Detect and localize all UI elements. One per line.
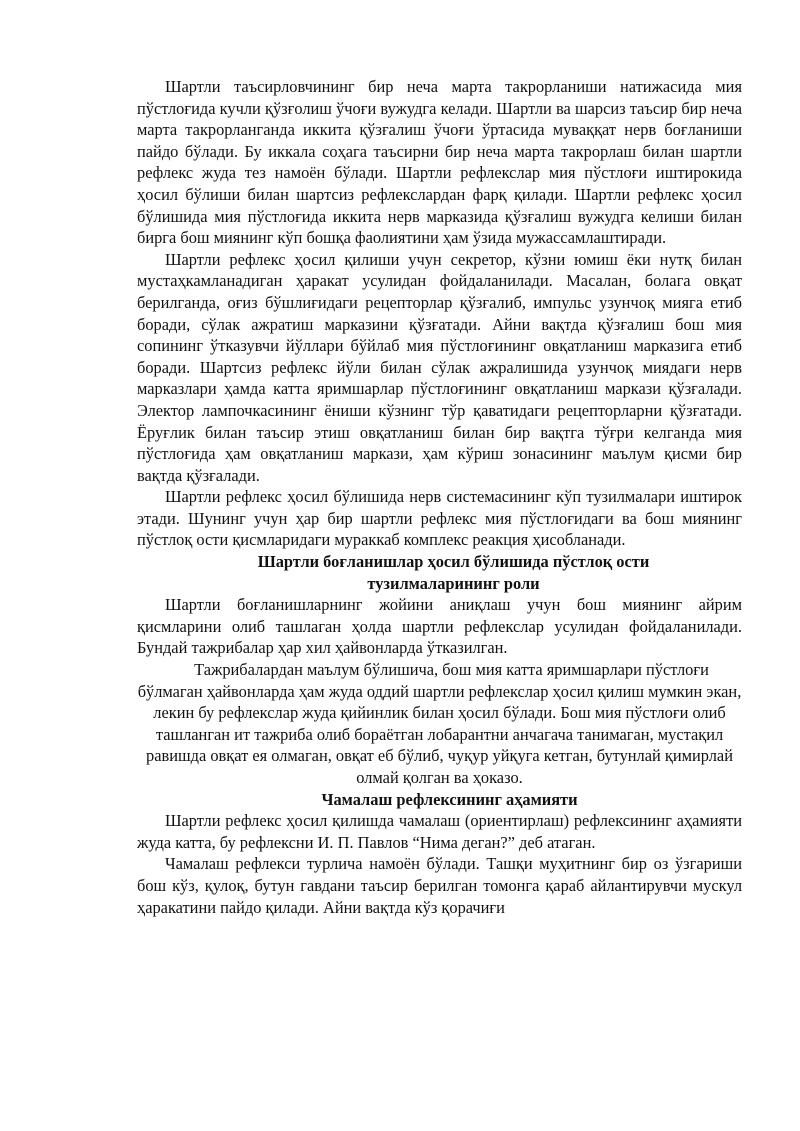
paragraph: Шартли боғланишларнинг жойини аниқлаш учун бош миянинг айрим қисмларини олиб ташлаган ҳолда шартли рефлекслар усулидан фойдаланилади. Бундай тажрибалар ҳар хил ҳайвонларда ўтказилган. <box>137 595 742 658</box>
section-heading-line: тузилмаларининг роли <box>367 573 540 593</box>
centered-paragraph: Тажрибалардан маълум бўлишича, бош мия катта яримшарлари пўстлоғи бўлмаган ҳайвонларда ҳам жуда оддий шартли рефлекслар ҳосил қилиш мумкин экан, лекин бу рефлекслар жуда қийинлик билан ҳосил бўлади. Бош мия пўстлоғи олиб ташланган ит тажриба олиб бораётган лобарантни анчагача танимаган, мустақил равишда овқат ея олмаган, овқат еб бўлиб, чуқур уйқуга кетган, бутунлай қимирлай олмай қолган ва ҳоказо. <box>137 660 742 787</box>
paragraph: Шартли рефлекс ҳосил бўлишида нерв системасининг кўп тузилмалари иштирок этади. Шунинг учун ҳар бир шартли рефлекс мия пўстлоғидаги ва бош миянинг пўстлоқ ости қисмларидаги мураккаб комплекс реакция ҳисобланади. <box>137 487 742 550</box>
paragraph: Шартли рефлекс ҳосил қилиши учун секретор, кўзни юмиш ёки нутқ билан мустаҳкамланадиган ҳаракат усулидан фойдаланилади. Масалан, болага овқат берилганда, оғиз бўшлиғидаги рецепторлар қўзғалиб, импульс узунчоқ мияга етиб боради, сўлак ажратиш марказини қўзғатади. Айни вақтда қўзғалиш бош мия сопининг ўтказувчи йўллари бўйлаб мия пўстлоғининг овқатланиш марказига етиб боради. Шартсиз рефлекс йўли билан сўлак ажралишида узунчоқ миядаги нерв марказлари ҳамда катта яримшарлар пўстлоғининг овқатланиш маркази қўзғалади. Электор лампочкасининг ёниши кўзнинг тўр қаватидаги рецепторларни қўзғатади. Ёруғлик билан таъсир этиш овқатланиш билан бир вақтга тўғри келганда мия пўстлоғида ҳам овқатланиш маркази, ҳам кўриш зонасининг маълум қисми бир вақтда қўзғалади. <box>137 249 742 485</box>
paragraph: Шартли рефлекс ҳосил қилишда чамалаш (ориентирлаш) рефлексининг аҳамияти жуда катта, бу рефлексни И. П. Павлов “Нима деган?” деб атаган. <box>137 811 742 852</box>
paragraph: Чамалаш рефлекси турлича намоён бўлади. Ташқи муҳитнинг бир оз ўзгариши бош кўз, қулоқ, бутун гавдани таъсир берилган томонга қараб айлантирувчи мускул ҳаракатини пайдо қилади. Айни вақтда кўз қорачиғи <box>137 854 742 917</box>
section-heading-line: Шартли боғланишлар ҳосил бўлишида пўстлоқ ости <box>257 552 650 572</box>
document-body <box>137 76 742 918</box>
section-heading: Чамалаш рефлексининг аҳамияти <box>321 789 578 809</box>
paragraph: Шартли таъсирловчининг бир неча марта такрорланиши натижасида мия пўстлоғида кучли қўзғолиш ўчоғи вужудга келади. Шартли ва шарсиз таъсир бир неча марта такрорланганда иккита қўзғалиш ўчоғи ўртасида муваққат нерв боғланиши пайдо бўлади. Бу иккала соҳага таъсирни бир неча марта такрорлаш билан шартли рефлекс жуда тез намоён бўлади. Шартли рефлекслар мия пўстлоғи иштирокида ҳосил бўлиши билан шартсиз рефлекслардан фарқ қилади. Шартли рефлекс ҳосил бўлишида мия пўстлоғида иккита нерв марказида қўзғалиш вужудга келиши билан бирга бош миянинг кўп бошқа фаолиятини ҳам ўзида мужассамлаштиради. <box>137 77 742 248</box>
